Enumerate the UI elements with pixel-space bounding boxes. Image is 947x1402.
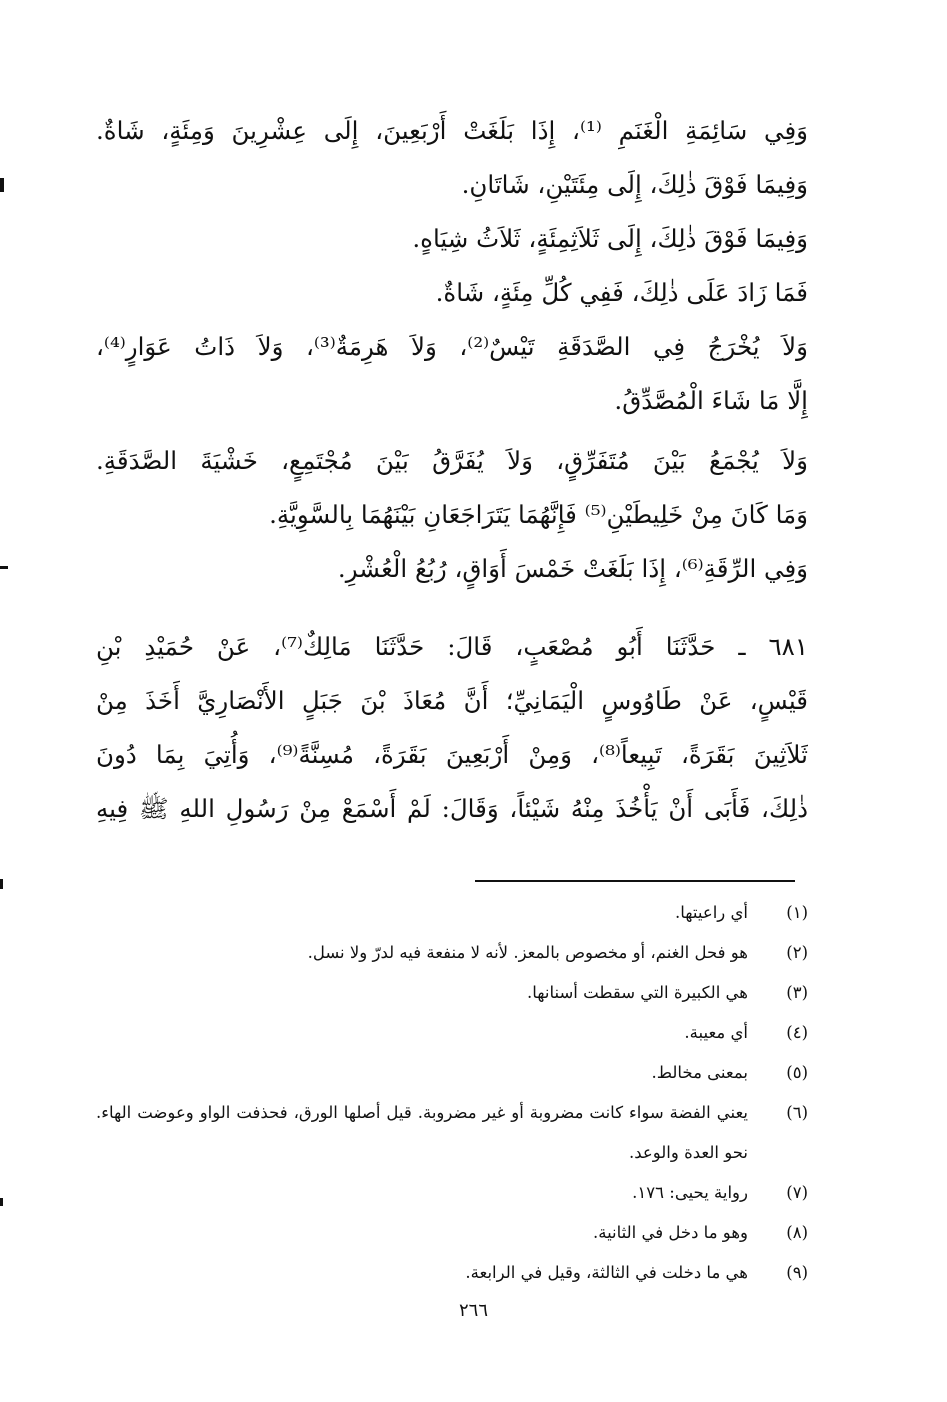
footnote-number: (٧) xyxy=(786,1183,808,1202)
text-line: وَلاَ يُخْرَجُ فِي الصَّدَقَةِ تَيْسٌ⁽²⁾، وَلاَ هَرِمَةٌ⁽³⁾، وَلاَ ذَاتُ عَوَارٍ⁽⁴⁾، xyxy=(96,332,808,361)
footnote-text: رواية يحيى: ١٧٦. xyxy=(632,1183,748,1202)
scan-edge-mark xyxy=(0,1198,3,1206)
footnote-item xyxy=(96,1213,808,1253)
footnote-number: (٢) xyxy=(786,943,808,962)
text-line: فَمَا زَادَ عَلَى ذٰلِكَ، فَفِي كُلِّ مِئَةٍ، شَاةٌ. xyxy=(435,278,808,307)
paragraph-gap xyxy=(96,596,808,620)
footnote-number: (١) xyxy=(786,903,808,922)
text-line: وَمَا كَانَ مِنْ خَلِيطَيْنِ⁽⁵⁾ فَإِنَّهُمَا يَتَرَاجَعَانِ بَيْنَهُمَا بِالسَّوِيَّةِ. xyxy=(269,500,808,529)
text-line: وَفِيمَا فَوْقَ ذٰلِكَ، إِلَى مِئَتَيْنِ، شَاتَانِ. xyxy=(461,170,808,199)
hadith-line: ٦٨١ ـ حَدَّثَنَا أَبُو مُصْعَبٍ، قَالَ: حَدَّثَنَا مَالِكٌ⁽⁷⁾، عَنْ حُمَيْدِ بْنِ xyxy=(96,632,808,661)
footnote-number: (٩) xyxy=(786,1263,808,1282)
footnote-number: (٣) xyxy=(786,983,808,1002)
footnote-item xyxy=(96,893,808,933)
text-line: وَلاَ يُجْمَعُ بَيْنَ مُتَفَرِّقٍ، وَلاَ يُفَرَّقُ بَيْنَ مُجْتَمِعٍ، خَشْيَةَ الصَّدَقَةِ. xyxy=(96,446,808,475)
footnotes-block xyxy=(96,893,808,1293)
footnote-item xyxy=(96,1053,808,1093)
footnote-item xyxy=(96,1093,808,1173)
footnote-number: (٥) xyxy=(786,1063,808,1082)
main-text-block xyxy=(96,104,808,836)
footnote-item xyxy=(96,1013,808,1053)
hadith-line: ذٰلِكَ، فَأَبَى أَنْ يَأْخُذَ مِنْهُ شَيْئاً، وَقَالَ: لَمْ أَسْمَعْ مِنْ رَسُولِ اللهِ ﷺ فِيهِ xyxy=(96,794,808,823)
scan-edge-mark xyxy=(0,879,3,889)
page-number: ٢٦٦ xyxy=(458,1300,488,1321)
footnote-text: هي ما دخلت في الثالثة، وقيل في الرابعة. xyxy=(465,1263,748,1282)
scan-edge-mark xyxy=(0,566,8,569)
footnote-text: هي الكبيرة التي سقطت أسنانها. xyxy=(526,983,748,1002)
footnote-item xyxy=(96,973,808,1013)
footnote-text: بمعنى مخالط. xyxy=(651,1063,748,1082)
footnote-text: وهو ما دخل في الثانية. xyxy=(592,1223,748,1242)
footnote-text: هو فحل الغنم، أو مخصوص بالمعز. لأنه لا منفعة فيه لدرّ ولا نسل. xyxy=(307,943,748,962)
footnote-text: أي معيبة. xyxy=(684,1023,748,1042)
footnote-item xyxy=(96,933,808,973)
footnote-number: (٦) xyxy=(786,1103,808,1122)
text-line: وَفِي سَائِمَةِ الْغَنَمِ ⁽¹⁾، إِذَا بَلَغَتْ أَرْبَعِينَ، إِلَى عِشْرِينَ وَمِئَةٍ، شَاةٌ. xyxy=(96,116,808,145)
footnote-text: أي راعيتها. xyxy=(675,903,748,922)
footnote-divider xyxy=(475,880,795,882)
text-line: وَفِي الرِّقَةِ⁽⁶⁾، إِذَا بَلَغَتْ خَمْسَ أَوَاقٍ، رُبُعُ الْعُشْرِ. xyxy=(337,554,808,583)
text-line: وَفِيمَا فَوْقَ ذٰلِكَ، إِلَى ثَلاَثِمِئَةٍ، ثَلاَثُ شِيَاهٍ. xyxy=(412,224,808,253)
footnote-number: (٨) xyxy=(786,1223,808,1242)
footnote-item xyxy=(96,1253,808,1293)
footnote-item xyxy=(96,1173,808,1213)
footnote-text: يعني الفضة سواء كانت مضروبة أو غير مضروبة. قيل أصلها الورق، فحذفت الواو وعوضت الهاء. نحو العدة والوعد. xyxy=(96,1103,748,1162)
hadith-line: ثَلاَثِينَ بَقَرَةً، تَبِيعاً⁽⁸⁾، وَمِنْ أَرْبَعِينَ بَقَرَةً، مُسِنَّةً⁽⁹⁾، وَأُتِيَ بِمَا دُونَ xyxy=(96,740,808,769)
scan-edge-mark xyxy=(0,178,4,192)
hadith-line: قَيْسٍ، عَنْ طَاوُوسٍ الْيَمَانِيِّ؛ أَنَّ مُعَاذَ بْنَ جَبَلٍ الأَنْصَارِيَّ أَخَذَ مِنْ xyxy=(96,686,808,715)
text-line: إِلَّا مَا شَاءَ الْمُصَّدِّقُ. xyxy=(614,386,808,415)
footnote-number: (٤) xyxy=(786,1023,808,1042)
